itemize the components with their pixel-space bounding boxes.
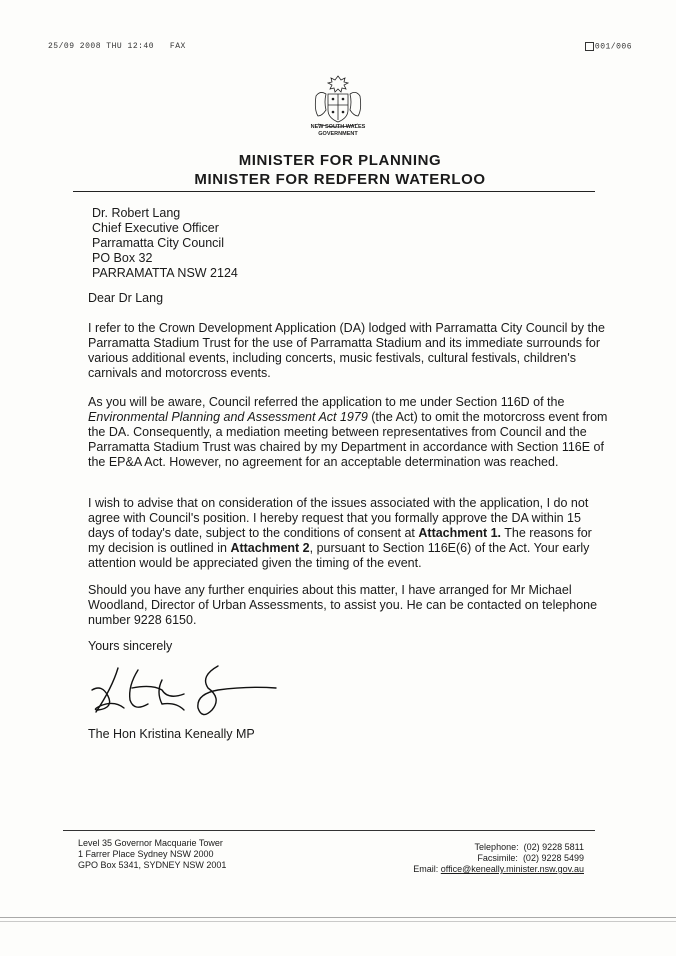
paragraph-3: I wish to advise that on consideration of the issues associated with the application, I do not agree with Council's position. I hereby request that you formally approve the DA within 15 days of today's date, subject to the conditions of consent at Attachment 1. The reasons for my decision is outlined in Attachment 2, pursuant to Section 116E(6) of the Act. Your early attention would be appreciated given the timing of the event. — [88, 496, 592, 570]
recipient-address — [92, 206, 238, 281]
scan-artifact-line — [0, 917, 676, 918]
fax-type: FAX — [169, 42, 186, 51]
handwritten-signature — [88, 660, 288, 724]
recipient-city: PARRAMATTA NSW 2124 — [92, 266, 238, 280]
act-title: Environmental Planning and Assessment Act 1979 — [88, 410, 368, 424]
government-name: NEW SOUTH WALES GOVERNMENT — [310, 124, 366, 137]
closing: Yours sincerely — [88, 639, 173, 653]
recipient-box: PO Box 32 — [92, 251, 153, 265]
signatory-name: The Hon Kristina Keneally MP — [88, 727, 255, 741]
telephone-number: (02) 9228 5811 — [523, 842, 584, 852]
attachment-1-ref: Attachment 1. — [418, 526, 502, 540]
scan-artifact-line — [0, 921, 676, 922]
heading-minister-planning: MINISTER FOR PLANNING — [238, 152, 442, 169]
fax-datetime: 25/09 2008 THU 12:40 — [48, 42, 155, 51]
fax-header — [48, 42, 186, 51]
recipient-name: Dr. Robert Lang — [92, 206, 181, 220]
paragraph-4: Should you have any further enquiries about this matter, I have arranged for Mr Michael Woodland, Director of Urban Assessments, to assist you. He can be contacted on telephone number 9228 6150. — [88, 583, 598, 627]
salutation: Dear Dr Lang — [88, 291, 164, 305]
footer-rule — [63, 830, 595, 831]
heading-minister-redfern: MINISTER FOR REDFERN WATERLOO — [194, 171, 486, 188]
paragraph-2: As you will be aware, Council referred the application to me under Section 116D of the Environmental Planning and Assessment Act 1979 (the Act) to omit the motorcross event from the DA. Consequently, a mediation meeting between representatives from Council and the Parramatta Stadium Trust was chaired by my Department in accordance with Section 116E of the EP&A Act. However, no agreement for an acceptable determination was reached. — [88, 395, 608, 469]
attachment-2-ref: Attachment 2 — [230, 541, 310, 555]
fax-page-icon — [585, 42, 594, 51]
paragraph-1: I refer to the Crown Development Application (DA) lodged with Parramatta City Council by the Parramatta Stadium Trust for the use of Parramatta Stadium and its immediate surrounds for various additional events, including concerts, music festivals, cultural festivals, children's carnivals and motorcross events. — [88, 321, 605, 380]
recipient-org: Parramatta City Council — [92, 236, 224, 250]
heading-rule — [73, 191, 595, 192]
facsimile-number: (02) 9228 5499 — [522, 853, 584, 863]
fax-page-number: 001/006 — [585, 42, 632, 52]
recipient-title: Chief Executive Officer — [92, 221, 219, 235]
footer-contact: Telephone: (02) 9228 5811 Facsimile: (02) 9228 5499 Email: office@keneally.minister.nsw.gov.au — [413, 842, 584, 874]
footer-address: Level 35 Governor Macquarie Tower 1 Farrer Place Sydney NSW 2000 GPO Box 5341, SYDNEY NSW 2001 — [78, 838, 227, 870]
email-link[interactable]: office@keneally.minister.nsw.gov.au — [440, 864, 584, 874]
